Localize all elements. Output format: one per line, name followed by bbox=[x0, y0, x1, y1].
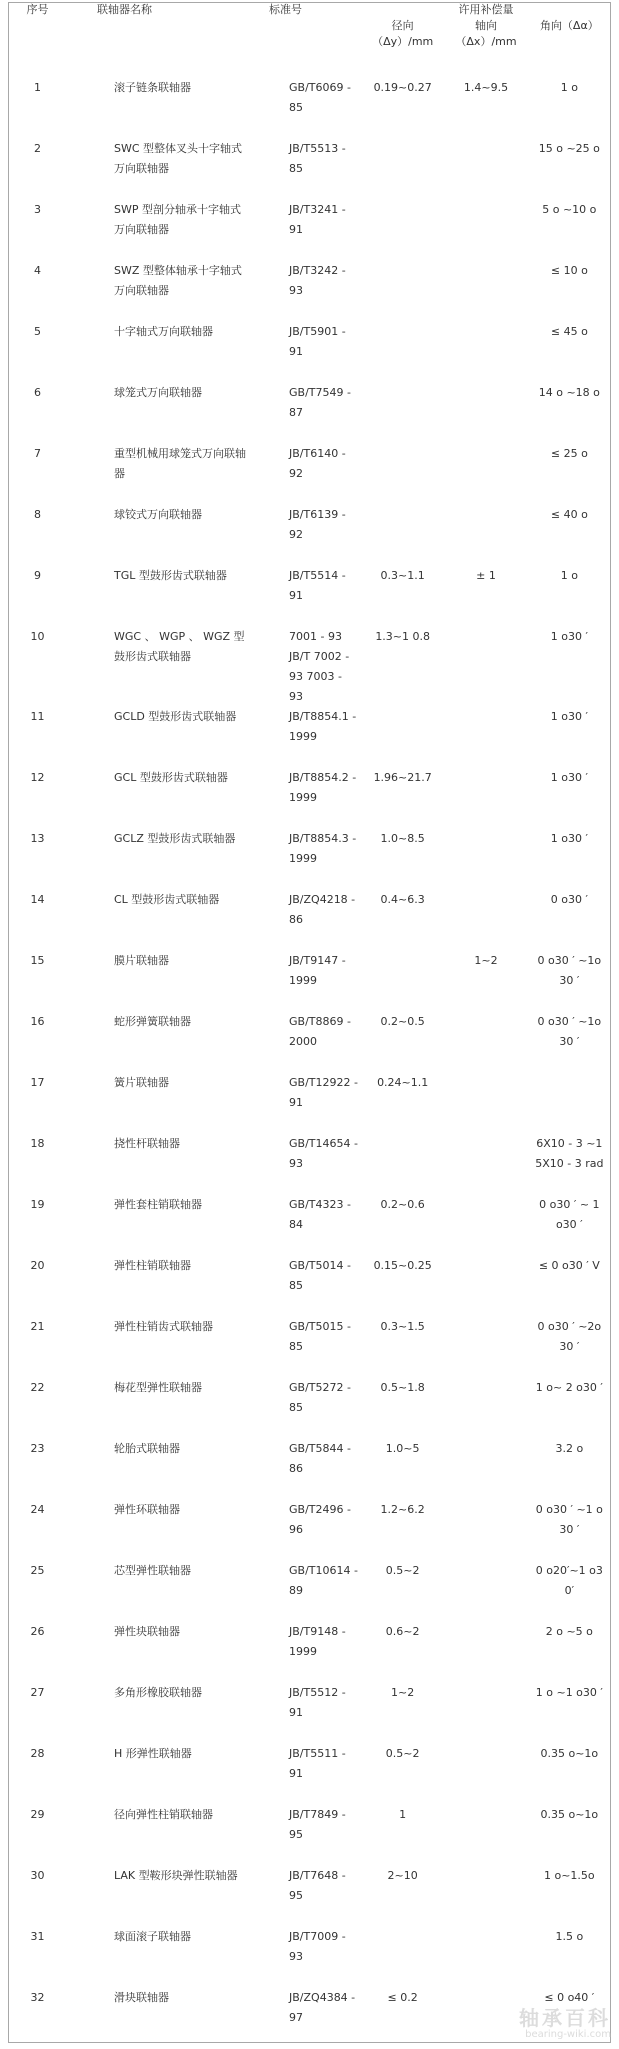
table-row bbox=[8, 1256, 611, 1317]
cell-name: 球铰式万向联轴器 bbox=[114, 508, 202, 521]
header-radial: 径向（Δy）/mm bbox=[372, 19, 434, 48]
cell-angle: ≤ 10 o bbox=[550, 264, 588, 277]
cell-radial bbox=[361, 200, 444, 261]
coupling-table bbox=[8, 2, 611, 2049]
table-row bbox=[8, 1622, 611, 1683]
cell-radial: 0.3~1.5 bbox=[380, 1320, 425, 1333]
cell-angle: 3.2 o bbox=[555, 1442, 584, 1455]
cell-no: 9 bbox=[34, 569, 41, 582]
cell-std: GB/T5272 - 85 bbox=[289, 1381, 351, 1414]
cell-std: JB/T6140 - 92 bbox=[289, 447, 346, 480]
cell-angle: 1 o30 ′ bbox=[550, 771, 588, 784]
cell-name: 蛇形弹簧联轴器 bbox=[114, 1015, 191, 1028]
cell-radial bbox=[361, 1134, 444, 1195]
header-standard: 标准号 bbox=[269, 3, 302, 16]
cell-radial: 0.2~0.6 bbox=[380, 1198, 425, 1211]
cell-radial: 0.24~1.1 bbox=[377, 1076, 429, 1089]
cell-no: 28 bbox=[30, 1747, 45, 1760]
cell-axial bbox=[444, 1500, 527, 1561]
cell-std: JB/ZQ4218 - 86 bbox=[289, 893, 356, 926]
cell-radial bbox=[361, 139, 444, 200]
cell-std: JB/T7009 - 93 bbox=[289, 1930, 346, 1963]
cell-std: JB/T5514 - 91 bbox=[289, 569, 346, 602]
table-row bbox=[8, 139, 611, 200]
cell-axial bbox=[444, 1561, 527, 1622]
cell-axial bbox=[444, 1805, 527, 1866]
cell-angle: ≤ 45 o bbox=[550, 325, 588, 338]
cell-name: 径向弹性柱销联轴器 bbox=[114, 1808, 213, 1821]
cell-angle: 1 o30 ′ bbox=[550, 710, 588, 723]
cell-no: 19 bbox=[30, 1198, 45, 1211]
cell-radial: 0.2~0.5 bbox=[380, 1015, 425, 1028]
cell-radial: 1 bbox=[399, 1808, 407, 1821]
cell-name: SWC 型整体叉头十字轴式万向联轴器 bbox=[114, 142, 243, 175]
cell-axial bbox=[444, 627, 527, 707]
cell-name: 滚子链条联轴器 bbox=[114, 81, 191, 94]
cell-no: 18 bbox=[30, 1137, 45, 1150]
cell-name: WGC 、 WGP 、 WGZ 型鼓形齿式联轴器 bbox=[114, 630, 245, 663]
cell-angle: 0 o30 ′ ~ 1 o30 ′ bbox=[539, 1198, 600, 1231]
cell-no: 7 bbox=[34, 447, 41, 460]
watermark-subtitle: bearing-wiki.com bbox=[525, 2029, 611, 2040]
cell-no: 8 bbox=[34, 508, 41, 521]
cell-std: GB/T10614 - 89 bbox=[289, 1564, 358, 1597]
cell-name: 弹性环联轴器 bbox=[114, 1503, 180, 1516]
cell-axial bbox=[444, 261, 527, 322]
cell-angle: 1 o30 ′ bbox=[550, 832, 588, 845]
table-row bbox=[8, 322, 611, 383]
table-row bbox=[8, 200, 611, 261]
cell-no: 17 bbox=[30, 1076, 45, 1089]
cell-radial bbox=[361, 707, 444, 768]
cell-no: 1 bbox=[34, 81, 41, 94]
cell-axial bbox=[444, 1256, 527, 1317]
cell-std: GB/T2496 - 96 bbox=[289, 1503, 351, 1536]
cell-axial bbox=[444, 1073, 527, 1134]
cell-no: 6 bbox=[34, 386, 41, 399]
table-row bbox=[8, 1500, 611, 1561]
cell-angle: 1 o~1.5o bbox=[543, 1869, 595, 1882]
cell-axial bbox=[444, 200, 527, 261]
cell-std: GB/T5014 - 85 bbox=[289, 1259, 351, 1292]
table-row bbox=[8, 78, 611, 139]
cell-axial bbox=[444, 707, 527, 768]
cell-name: GCL 型鼓形齿式联轴器 bbox=[114, 771, 228, 784]
cell-no: 23 bbox=[30, 1442, 45, 1455]
cell-std: JB/T7648 - 95 bbox=[289, 1869, 346, 1902]
watermark-logo bbox=[451, 2007, 611, 2043]
table-row bbox=[8, 890, 611, 951]
cell-name: 弹性块联轴器 bbox=[114, 1625, 180, 1638]
cell-angle: 1 o bbox=[560, 569, 578, 582]
cell-radial: 1.3~1 0.8 bbox=[375, 630, 431, 643]
cell-axial bbox=[444, 139, 527, 200]
table-row bbox=[8, 383, 611, 444]
cell-radial: 0.5~2 bbox=[385, 1747, 420, 1760]
cell-no: 24 bbox=[30, 1503, 45, 1516]
table-row bbox=[8, 1561, 611, 1622]
table-row bbox=[8, 707, 611, 768]
cell-radial: ≤ 0.2 bbox=[387, 1991, 418, 2004]
cell-no: 31 bbox=[30, 1930, 45, 1943]
cell-radial bbox=[361, 1927, 444, 1988]
cell-angle: 1.5 o bbox=[555, 1930, 584, 1943]
table-row bbox=[8, 1134, 611, 1195]
table-row bbox=[8, 444, 611, 505]
cell-std: JB/T5513 - 85 bbox=[289, 142, 346, 175]
cell-radial bbox=[361, 261, 444, 322]
cell-angle: 1 o bbox=[560, 81, 578, 94]
cell-no: 32 bbox=[30, 1991, 45, 2004]
header-row bbox=[8, 2, 611, 18]
cell-name: 滑块联轴器 bbox=[114, 1991, 169, 2004]
table-row bbox=[8, 1683, 611, 1744]
cell-radial: 0.5~2 bbox=[385, 1564, 420, 1577]
cell-radial: 1.2~6.2 bbox=[380, 1503, 425, 1516]
cell-axial bbox=[444, 890, 527, 951]
cell-no: 16 bbox=[30, 1015, 45, 1028]
cell-radial: 0.5~1.8 bbox=[380, 1381, 425, 1394]
cell-radial: 1.0~8.5 bbox=[380, 832, 425, 845]
cell-angle bbox=[528, 1073, 611, 1134]
cell-std: GB/T4323 - 84 bbox=[289, 1198, 351, 1231]
cell-axial bbox=[444, 444, 527, 505]
cell-axial: 1~2 bbox=[474, 954, 498, 967]
header-no: 序号 bbox=[26, 3, 49, 16]
cell-axial bbox=[444, 1744, 527, 1805]
cell-std: GB/T5844 - 86 bbox=[289, 1442, 351, 1475]
cell-axial bbox=[444, 1195, 527, 1256]
cell-no: 26 bbox=[30, 1625, 45, 1638]
table-row bbox=[8, 505, 611, 566]
table-row bbox=[8, 261, 611, 322]
cell-radial: 2~10 bbox=[387, 1869, 418, 1882]
cell-name: 簧片联轴器 bbox=[114, 1076, 169, 1089]
cell-radial: 0.6~2 bbox=[385, 1625, 420, 1638]
cell-angle: 0 o20′~1 o3 0′ bbox=[535, 1564, 603, 1597]
cell-std: JB/T3241 - 91 bbox=[289, 203, 346, 236]
header-angle: 角向（Δα） bbox=[539, 19, 599, 32]
cell-name: 轮胎式联轴器 bbox=[114, 1442, 180, 1455]
cell-angle: 0 o30 ′ ~2o 30 ′ bbox=[537, 1320, 602, 1353]
cell-name: 球面滚子联轴器 bbox=[114, 1930, 191, 1943]
cell-std: JB/T3242 - 93 bbox=[289, 264, 346, 297]
cell-radial: 0.19~0.27 bbox=[373, 81, 432, 94]
cell-angle: 1 o~ 2 o30 ′ bbox=[535, 1381, 603, 1394]
cell-no: 30 bbox=[30, 1869, 45, 1882]
cell-std: GB/T7549 - 87 bbox=[289, 386, 351, 419]
cell-radial bbox=[361, 322, 444, 383]
table-row bbox=[8, 1439, 611, 1500]
table-row bbox=[8, 1927, 611, 1988]
cell-name: 重型机械用球笼式万向联轴器 bbox=[114, 447, 246, 480]
cell-name: 弹性柱销齿式联轴器 bbox=[114, 1320, 213, 1333]
cell-std: JB/T8854.1 - 1999 bbox=[289, 710, 357, 743]
cell-std: JB/T9147 - 1999 bbox=[289, 954, 346, 987]
table-row bbox=[8, 1378, 611, 1439]
cell-no: 20 bbox=[30, 1259, 45, 1272]
cell-radial bbox=[361, 444, 444, 505]
cell-axial bbox=[444, 1866, 527, 1927]
cell-no: 12 bbox=[30, 771, 45, 784]
cell-name: GCLD 型鼓形齿式联轴器 bbox=[114, 710, 237, 723]
cell-angle: 2 o ~5 o bbox=[545, 1625, 593, 1638]
cell-name: 膜片联轴器 bbox=[114, 954, 169, 967]
table-row bbox=[8, 1744, 611, 1805]
cell-name: 挠性杆联轴器 bbox=[114, 1137, 180, 1150]
cell-no: 5 bbox=[34, 325, 41, 338]
cell-angle: 5 o ~10 o bbox=[542, 203, 597, 216]
cell-radial: 0.15~0.25 bbox=[373, 1259, 432, 1272]
table-row bbox=[8, 829, 611, 890]
cell-angle: 0.35 o~1o bbox=[540, 1747, 599, 1760]
cell-std: JB/T7849 - 95 bbox=[289, 1808, 346, 1841]
cell-angle: 0.35 o~1o bbox=[540, 1808, 599, 1821]
table-row bbox=[8, 627, 611, 707]
cell-axial bbox=[444, 768, 527, 829]
cell-name: 芯型弹性联轴器 bbox=[114, 1564, 191, 1577]
cell-axial bbox=[444, 1927, 527, 1988]
cell-no: 3 bbox=[34, 203, 41, 216]
cell-angle: ≤ 25 o bbox=[550, 447, 588, 460]
cell-name: 弹性柱销联轴器 bbox=[114, 1259, 191, 1272]
cell-radial: 0.3~1.1 bbox=[380, 569, 425, 582]
header-compensation: 许用补偿量 bbox=[458, 3, 514, 16]
cell-axial bbox=[444, 1622, 527, 1683]
cell-name: 球笼式万向联轴器 bbox=[114, 386, 202, 399]
cell-std: JB/T5901 - 91 bbox=[289, 325, 346, 358]
cell-radial: 0.4~6.3 bbox=[380, 893, 425, 906]
cell-std: JB/T8854.2 - 1999 bbox=[289, 771, 357, 804]
cell-name: CL 型鼓形齿式联轴器 bbox=[114, 893, 220, 906]
cell-angle: 0 o30 ′ ~1o 30 ′ bbox=[537, 954, 602, 987]
table-row bbox=[8, 951, 611, 1012]
cell-radial bbox=[361, 505, 444, 566]
cell-angle: 0 o30 ′ bbox=[550, 893, 588, 906]
table-row bbox=[8, 1805, 611, 1866]
cell-axial bbox=[444, 383, 527, 444]
cell-axial: 1.4~9.5 bbox=[463, 81, 509, 94]
cell-angle: ≤ 40 o bbox=[550, 508, 588, 521]
cell-std: JB/T5511 - 91 bbox=[289, 1747, 346, 1780]
cell-std: 7001 - 93 JB/T 7002 - 93 7003 - 93 bbox=[289, 630, 350, 703]
cell-radial: 1~2 bbox=[391, 1686, 415, 1699]
header-name: 联轴器名称 bbox=[97, 3, 152, 16]
cell-name: 十字轴式万向联轴器 bbox=[114, 325, 213, 338]
cell-name: 弹性套柱销联轴器 bbox=[114, 1198, 202, 1211]
cell-name: 梅花型弹性联轴器 bbox=[114, 1381, 202, 1394]
header-axial: 轴向（Δx）/mm bbox=[455, 19, 517, 48]
cell-no: 21 bbox=[30, 1320, 45, 1333]
cell-std: JB/T5512 - 91 bbox=[289, 1686, 346, 1719]
cell-angle: 1 o30 ′ bbox=[550, 630, 588, 643]
cell-no: 10 bbox=[30, 630, 45, 643]
watermark-title: 轴承百科 bbox=[519, 2006, 611, 2030]
cell-angle: ≤ 0 o30 ′ V bbox=[538, 1259, 600, 1272]
cell-no: 13 bbox=[30, 832, 45, 845]
table-row bbox=[8, 566, 611, 627]
cell-radial bbox=[361, 951, 444, 1012]
cell-name: SWZ 型整体轴承十字轴式万向联轴器 bbox=[114, 264, 242, 297]
cell-angle: 14 o ~18 o bbox=[538, 386, 600, 399]
cell-no: 4 bbox=[34, 264, 41, 277]
table-row bbox=[8, 1866, 611, 1927]
cell-no: 25 bbox=[30, 1564, 45, 1577]
cell-name: 多角形橡胶联轴器 bbox=[114, 1686, 202, 1699]
cell-axial bbox=[444, 1439, 527, 1500]
cell-radial: 1.0~5 bbox=[385, 1442, 420, 1455]
table-row bbox=[8, 1012, 611, 1073]
cell-angle: 0 o30 ′ ~1o 30 ′ bbox=[537, 1015, 602, 1048]
cell-std: GB/T6069 - 85 bbox=[289, 81, 351, 114]
cell-no: 22 bbox=[30, 1381, 45, 1394]
cell-name: LAK 型鞍形块弹性联轴器 bbox=[114, 1869, 238, 1882]
table-row bbox=[8, 1073, 611, 1134]
cell-axial bbox=[444, 322, 527, 383]
cell-name: H 形弹性联轴器 bbox=[114, 1747, 192, 1760]
cell-std: JB/T8854.3 - 1999 bbox=[289, 832, 357, 865]
cell-no: 29 bbox=[30, 1808, 45, 1821]
cell-std: JB/ZQ4384 - 97 bbox=[289, 1991, 356, 2024]
cell-std: GB/T8869 - 2000 bbox=[289, 1015, 351, 1048]
cell-angle: 0 o30 ′ ~1 o 30 ′ bbox=[535, 1503, 603, 1536]
cell-axial bbox=[444, 1012, 527, 1073]
cell-axial: ± 1 bbox=[476, 569, 496, 582]
cell-axial bbox=[444, 829, 527, 890]
cell-axial bbox=[444, 1134, 527, 1195]
table-row bbox=[8, 768, 611, 829]
cell-radial: 1.96~21.7 bbox=[373, 771, 432, 784]
cell-no: 14 bbox=[30, 893, 45, 906]
table-body bbox=[8, 78, 611, 2049]
cell-std: GB/T5015 - 85 bbox=[289, 1320, 351, 1353]
cell-radial bbox=[361, 383, 444, 444]
cell-no: 15 bbox=[30, 954, 45, 967]
table-row bbox=[8, 1195, 611, 1256]
cell-angle: ≤ 0 o40 ′ bbox=[544, 1991, 595, 2004]
cell-angle: 1 o ~1 o30 ′ bbox=[535, 1686, 603, 1699]
cell-name: SWP 型剖分轴承十字轴式万向联轴器 bbox=[114, 203, 241, 236]
cell-name: TGL 型鼓形齿式联轴器 bbox=[114, 569, 227, 582]
cell-no: 11 bbox=[30, 710, 45, 723]
cell-axial bbox=[444, 1317, 527, 1378]
cell-axial bbox=[444, 1378, 527, 1439]
cell-name: GCLZ 型鼓形齿式联轴器 bbox=[114, 832, 236, 845]
cell-std: GB/T12922 - 91 bbox=[289, 1076, 358, 1109]
cell-std: JB/T6139 - 92 bbox=[289, 508, 346, 541]
cell-axial bbox=[444, 1683, 527, 1744]
table-row bbox=[8, 1317, 611, 1378]
cell-no: 27 bbox=[30, 1686, 45, 1699]
cell-angle: 15 o ~25 o bbox=[538, 142, 600, 155]
cell-angle: 6X10 - 3 ~1 5X10 - 3 rad bbox=[535, 1137, 604, 1170]
cell-axial bbox=[444, 505, 527, 566]
cell-std: JB/T9148 - 1999 bbox=[289, 1625, 346, 1658]
cell-std: GB/T14654 - 93 bbox=[289, 1137, 358, 1170]
cell-no: 2 bbox=[34, 142, 41, 155]
